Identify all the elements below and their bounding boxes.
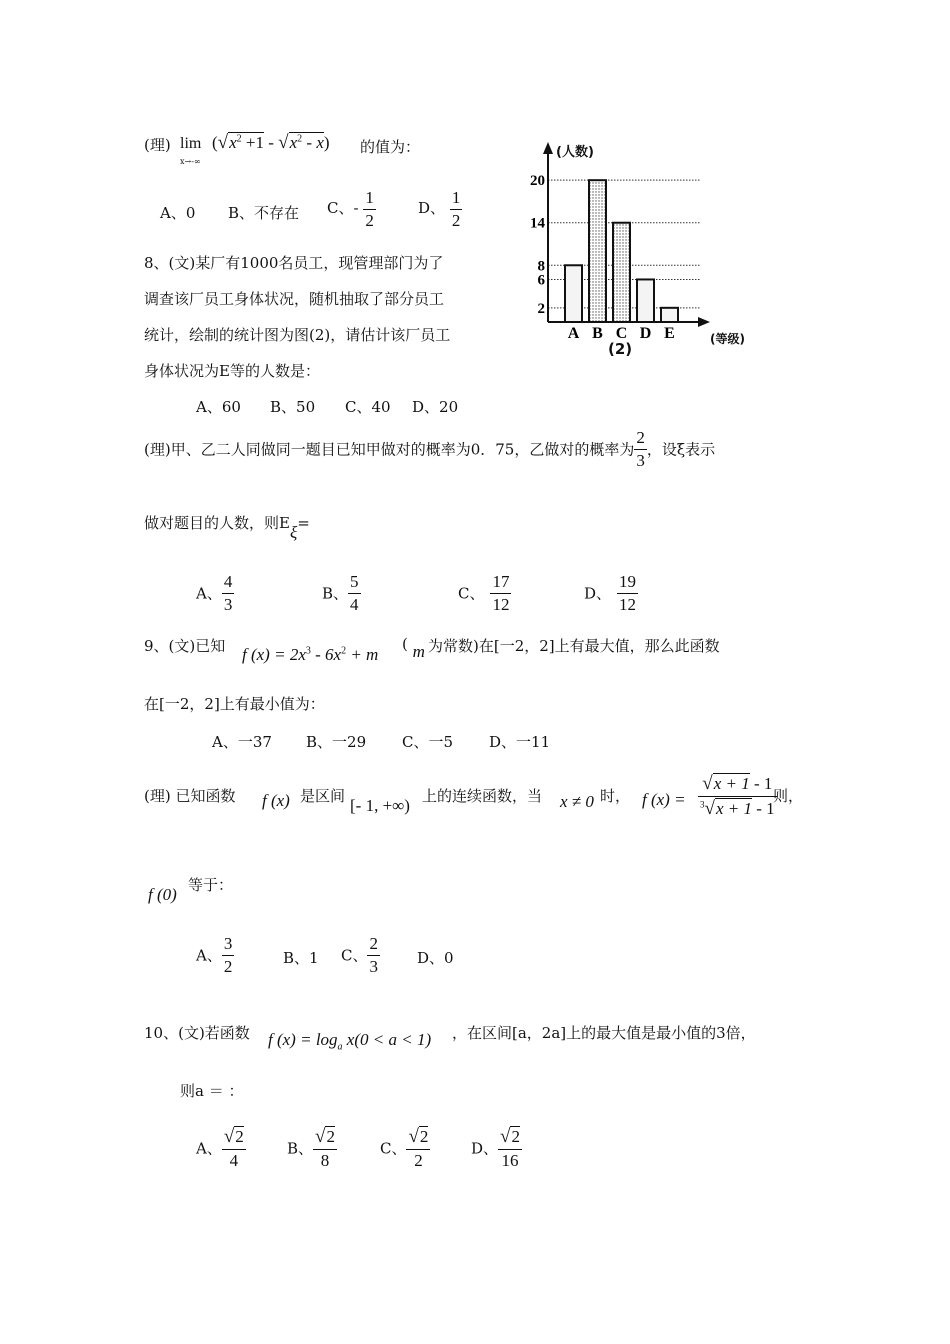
q7-limit [180, 134, 201, 153]
q7-minus: - [268, 133, 274, 152]
x-tick-label: C [615, 325, 628, 342]
q8-li-xi: ξ [289, 523, 298, 542]
x-axis-arrow [698, 317, 710, 327]
q9-function-def: f $(x) = 2x^3 - 6x^2 + m$ [242, 645, 379, 664]
q8-wen-option-c: C、40 [345, 398, 391, 416]
q7-option-c-prefix: C、- [327, 199, 359, 218]
x-tick-label: B [592, 325, 603, 342]
q8-li-option-c: C、 $\frac{17}{12}$ [458, 572, 510, 614]
q7-li-line [144, 134, 171, 155]
y-tick-label: 6 [537, 272, 545, 289]
q9-wen-option-c: C、一5 [402, 733, 454, 751]
q9-li-fx2: f (x) = [642, 790, 686, 809]
q8-li-text-1: (理)甲、乙二人同做同一题目已知甲做对的概率为0．75，乙做对的概率为 [144, 440, 635, 459]
q8-li-option-b: B、 $\frac{5}{4}$ [322, 572, 359, 614]
q8-wen-line-4: 身体状况为E等的人数是： [144, 362, 320, 380]
q9-wen-option-d: D、一11 [489, 733, 551, 751]
bar-B [589, 180, 606, 322]
q7-tail: 的值为： [360, 138, 421, 156]
q9-li-option-b: B、1 [283, 949, 319, 967]
q10-option-a: A、 $\frac{√2}{4}$ [196, 1126, 244, 1170]
q7-option-d [418, 188, 462, 230]
q7-minus-x: - x [306, 133, 324, 152]
q7-option-a: A、0 [160, 204, 196, 222]
q8-wen-option-b: B、50 [270, 398, 316, 416]
q9-li-fx: f (x) [262, 791, 290, 810]
q9-li-f0: f (0) [148, 885, 177, 904]
q9-li-text-3: 上的连续函数，当 [422, 787, 543, 805]
q7-option-c-frac: $\frac{1}{2}$ [365, 188, 374, 230]
q7-plus1: +1 [245, 133, 264, 152]
q7-option-d-frac: $\frac{1}{2}$ [451, 188, 461, 230]
q8-li-option-a: A、 $\frac{4}{3}$ [196, 572, 233, 614]
q9-li-option-a: A、 $\frac{3}{2}$ [196, 934, 233, 976]
q9-wen-param: ( m [402, 635, 425, 661]
q9-li-option-d: D、0 [417, 949, 454, 967]
y-axis-arrow [543, 142, 553, 154]
q7-lim-sub: x→-∞ [180, 157, 201, 166]
q7-paren-close: ) [323, 133, 330, 152]
q7-x2: x [289, 133, 298, 152]
bar-C [613, 223, 630, 322]
q7-option-c [327, 188, 376, 230]
q7-expression: $(√x^2 +1 - √x^2 - x)$ [212, 132, 330, 153]
x-axis-label: (等级) [710, 332, 745, 346]
q8-wen-line-2: 调查该厂员工身体状况，随机抽取了部分员工 [144, 290, 445, 308]
q10-wen-text-3: 则a ＝ ： [180, 1082, 244, 1100]
x-tick-label: E [664, 325, 675, 342]
q7-li-label: (理) [144, 136, 171, 154]
x-tick-label: A [567, 325, 580, 342]
y-tick-label: 2 [537, 300, 545, 317]
q8-li-line-1 [144, 428, 715, 470]
q10-wen-text-2: ，在区间[a，2a]上的最大值是最小值的3倍， [452, 1024, 756, 1042]
y-axis-label: (人数) [556, 145, 594, 160]
x-tick-label: D [639, 325, 652, 342]
q9-li-radical-frac: $\frac{√x + 1 - 1}{^3√x + 1 - 1}$ [700, 773, 775, 819]
q8-li-option-d: D、 $\frac{19}{12}$ [584, 572, 637, 614]
q9-li-condition: x ≠ 0 [560, 792, 594, 811]
q9-li-text-5: 则， [773, 787, 804, 805]
y-tick-label: 14 [530, 215, 545, 232]
q8-wen-line-1: 8、(文)某厂有1000名员工，现管理部门为了 [144, 254, 444, 272]
q7-option-b: B、不存在 [228, 204, 300, 222]
chart-caption: (2) [608, 340, 633, 358]
y-tick-label: 20 [530, 173, 545, 190]
q10-option-b: B、 $\frac{√2}{8}$ [287, 1126, 335, 1170]
bar-D [637, 279, 654, 322]
q9-wen-text-1: 9、(文)已知 [144, 637, 226, 655]
q8-wen-option-a: A、60 [196, 398, 241, 416]
q9-wen-line-1 [144, 635, 225, 656]
q10-option-d: D、 $\frac{√2}{16}$ [471, 1126, 520, 1170]
q10-wen-text-1: 10、(文)若函数 [144, 1024, 250, 1042]
q9-li-text-6: 等于： [188, 876, 234, 894]
q9-wen-text-2: 为常数)在[一2，2]上有最大值，那么此函数 [428, 637, 720, 655]
q8-li-text-2: ，设ξ表示 [646, 440, 716, 459]
q9-wen-option-b: B、一29 [306, 733, 367, 751]
q7-paren-open: ( [212, 133, 218, 152]
q9-li-text-2: 是区间 [300, 787, 346, 805]
q9-li-text-1: (理) 已知函数 [144, 787, 236, 805]
q9-li-text-4: 时， [600, 787, 631, 805]
q10-function-def: f $(x) = \log_a x(0 < a < 1)$ [268, 1030, 432, 1053]
q7-x1: x [229, 133, 237, 152]
q9-li-option-c: C、 $\frac{2}{3}$ [341, 934, 378, 976]
y-tick-label: 8 [537, 258, 545, 275]
bar-E [661, 308, 678, 322]
bar-chart [520, 140, 780, 360]
q9-wen-option-a: A、一37 [212, 733, 272, 751]
q9-wen-line-2: 在[一2，2]上有最小值为： [144, 695, 325, 713]
q9-li-interval: [- 1, +∞) [350, 796, 410, 815]
q8-li-eq: = [297, 514, 310, 532]
q10-option-c: C、 $\frac{√2}{2}$ [380, 1126, 429, 1170]
q8-wen-option-d: D、20 [412, 398, 459, 416]
q7-option-d-prefix: D、 [418, 199, 446, 218]
q8-li-frac: $\frac{2}{3}$ [636, 428, 645, 470]
bar-A [565, 265, 582, 322]
q8-li-line-2 [144, 512, 310, 542]
q7-lim-word: lim [180, 135, 202, 152]
q8-li-text-3: 做对题目的人数，则E [144, 514, 290, 532]
q8-wen-line-3: 统计，绘制的统计图为图(2)，请估计该厂员工 [144, 326, 451, 344]
